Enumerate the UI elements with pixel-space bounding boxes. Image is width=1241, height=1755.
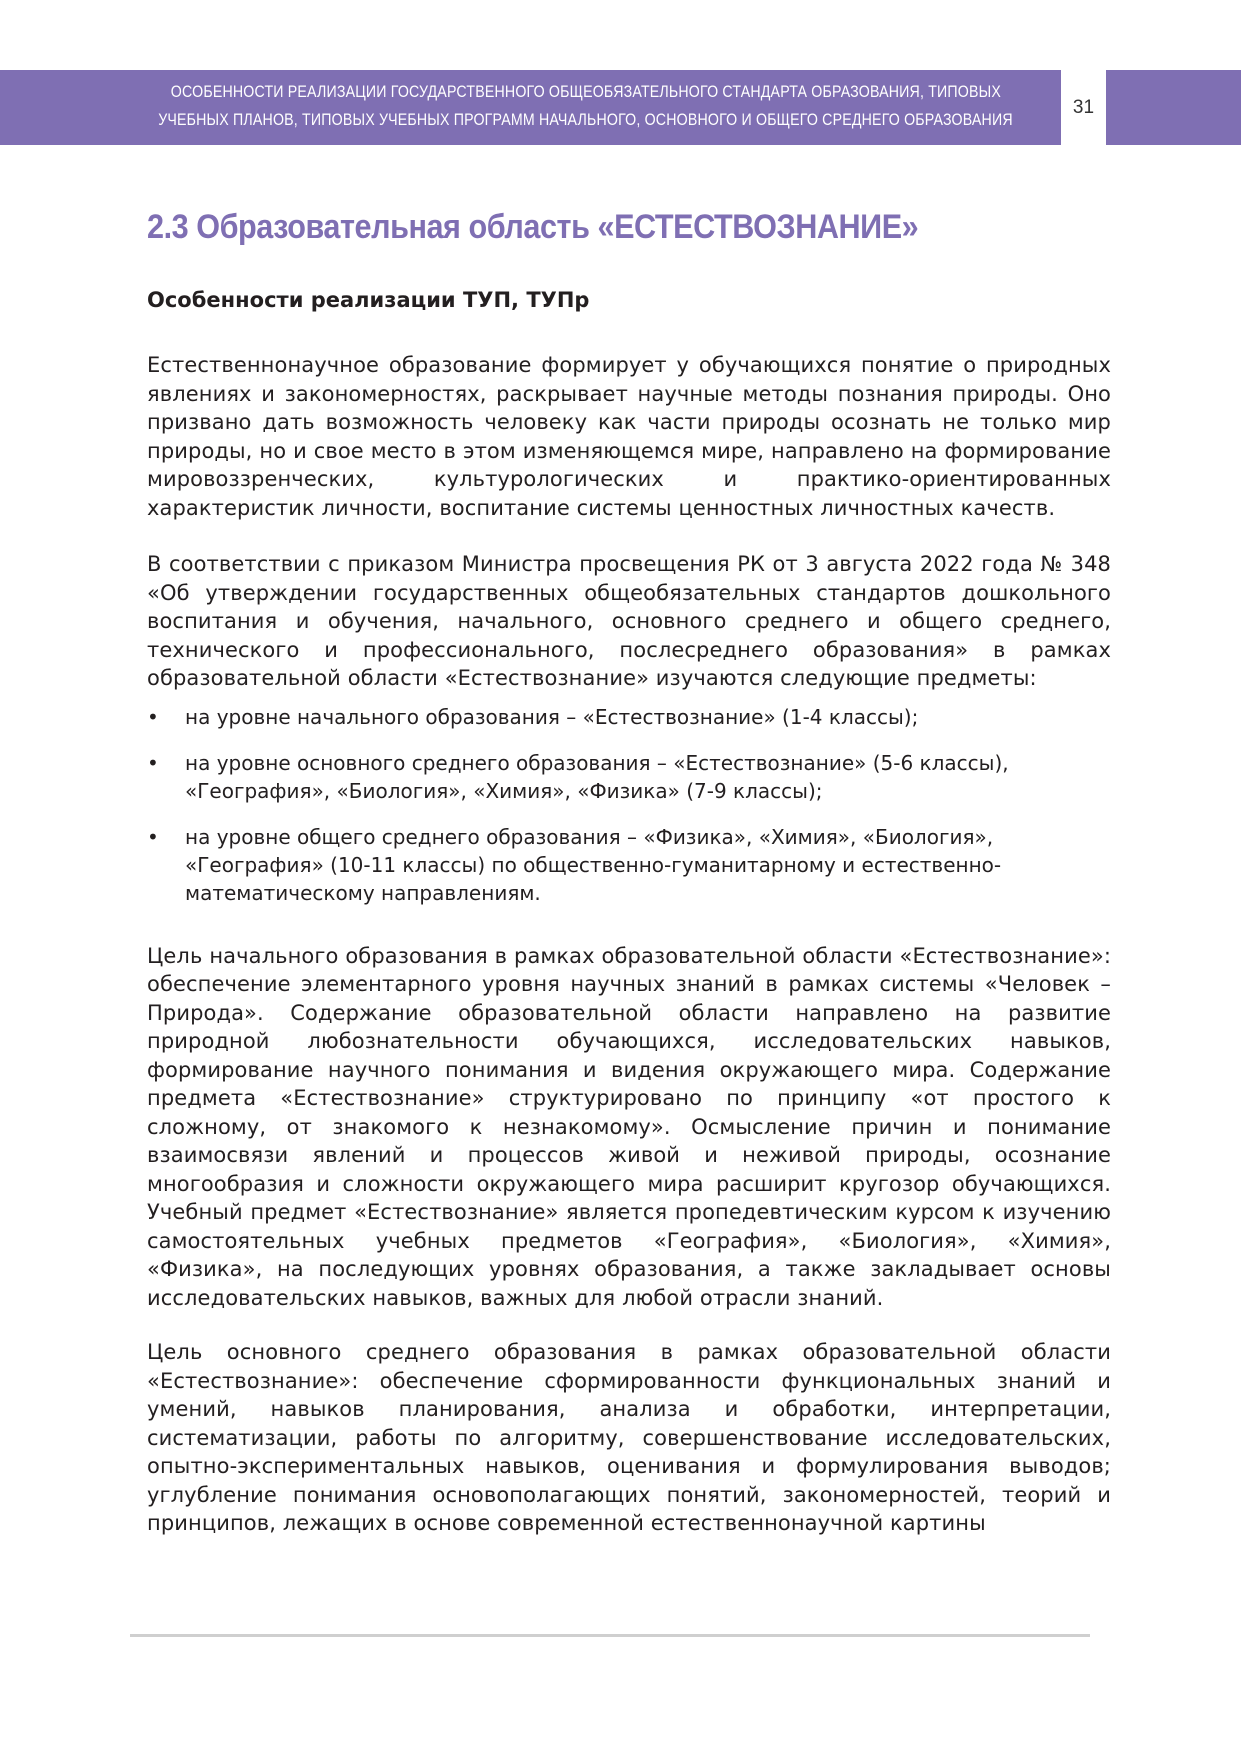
bullet-icon: • bbox=[147, 704, 159, 729]
page-content bbox=[147, 205, 1111, 1538]
bullet-icon: • bbox=[147, 824, 159, 849]
paragraph-basic-goal: Цель основного среднего образования в рамках образовательной области «Естествознание»: обеспечение сформированности функциональных знаний и умений, навыков планирования, анализа и обработки, интерпретации, систематизации, работы по алгоритму, совершенствование исследовательских, опытно-экспериментальных навыков, оценивания и формулирования выводов; углубление понимания основополагающих понятий, закономерностей, теорий и принципов, лежащих в основе современной естественнонаучной картины bbox=[147, 1340, 1111, 1535]
paragraph-primary-goal: Цель начального образования в рамках образовательной области «Естествознание»: обеспечение элементарного уровня научных знаний в рамках системы «Человек – Природа». Содержание образовательной области направлено на развитие природной любознательности обучающихся, исследовательских навыков, формирование научного понимания и видения окружающего мира. Содержание предмета «Естествознание» структурировано по принципу «от простого к сложному, от знакомого к незнакомому». Осмысление причин и понимание взаимосвязи явлений и процессов живой и неживой природы, осознание многообразия и сложности окружающего мира расширит кругозор обучающихся. Учебный предмет «Естествознание» является пропедевтическим курсом к изучению самостоятельных учебных предметов «География», «Биология», «Химия», «Физика», на последующих уровнях образования, а также закладывает основы исследовательских навыков, важных для любой отрасли знаний. bbox=[147, 943, 1111, 1310]
header-accent-block bbox=[1106, 70, 1241, 145]
header-title bbox=[158, 78, 1013, 134]
section-subheading: Особенности реализации ТУП, ТУПр bbox=[147, 288, 590, 312]
paragraph-intro: Естественнонаучное образование формирует у обучающихся понятие о природных явлениях и закономерностях, раскрывает научные методы познания природы. Оно призвано дать возможность человеку как части природы осознать не только мир природы, но и свое место в этом изменяющемся мире, направлено на формирование мировоззренческих, культурологических и практико-ориентированных характеристик личности, воспитание системы ценностных личностных качеств. bbox=[147, 353, 1111, 520]
header-band bbox=[0, 70, 1061, 145]
list-item-text: на уровне общего среднего образования – «Физика», «Химия», «Биология», «География» (10-11 классы) по общественно-гуманитарному и естественно-математическому направлениям. bbox=[185, 824, 1002, 905]
bullet-icon: • bbox=[147, 750, 159, 775]
list-item-text: на уровне основного среднего образования – «Естествознание» (5-6 классы), «География», «Биология», «Химия», «Физика» (7-9 классы); bbox=[185, 750, 1009, 803]
header-title-line-1: ОСОБЕННОСТИ РЕАЛИЗАЦИИ ГОСУДАРСТВЕННОГО ОБЩЕОБЯЗАТЕЛЬНОГО СТАНДАРТА ОБРАЗОВАНИЯ, ТИПОВЫХ bbox=[170, 83, 1001, 101]
header-title-line-2: УЧЕБНЫХ ПЛАНОВ, ТИПОВЫХ УЧЕБНЫХ ПРОГРАММ НАЧАЛЬНОГО, ОСНОВНОГО И ОБЩЕГО СРЕДНЕГО ОБРАЗОВАНИЯ bbox=[158, 111, 1013, 129]
paragraph-order: В соответствии с приказом Министра просвещения РК от 3 августа 2022 года № 348 «Об утверждении государственных общеобязательных стандартов дошкольного воспитания и обучения, начального, основного среднего и общего среднего, технического и профессионального, послесреднего образования» в рамках образовательной области «Естествознание» изучаются следующие предметы: bbox=[147, 552, 1111, 690]
section-title: 2.3 Образовательная область «ЕСТЕСТВОЗНАНИЕ» bbox=[147, 208, 919, 246]
list-item-text: на уровне начального образования – «Естествознание» (1-4 классы); bbox=[185, 704, 919, 729]
page-number: 31 bbox=[1072, 97, 1095, 118]
footer-divider bbox=[130, 1634, 1090, 1637]
list-item bbox=[147, 823, 1111, 907]
list-item bbox=[147, 703, 1111, 731]
list-item bbox=[147, 749, 1111, 805]
subject-list bbox=[147, 703, 1111, 907]
